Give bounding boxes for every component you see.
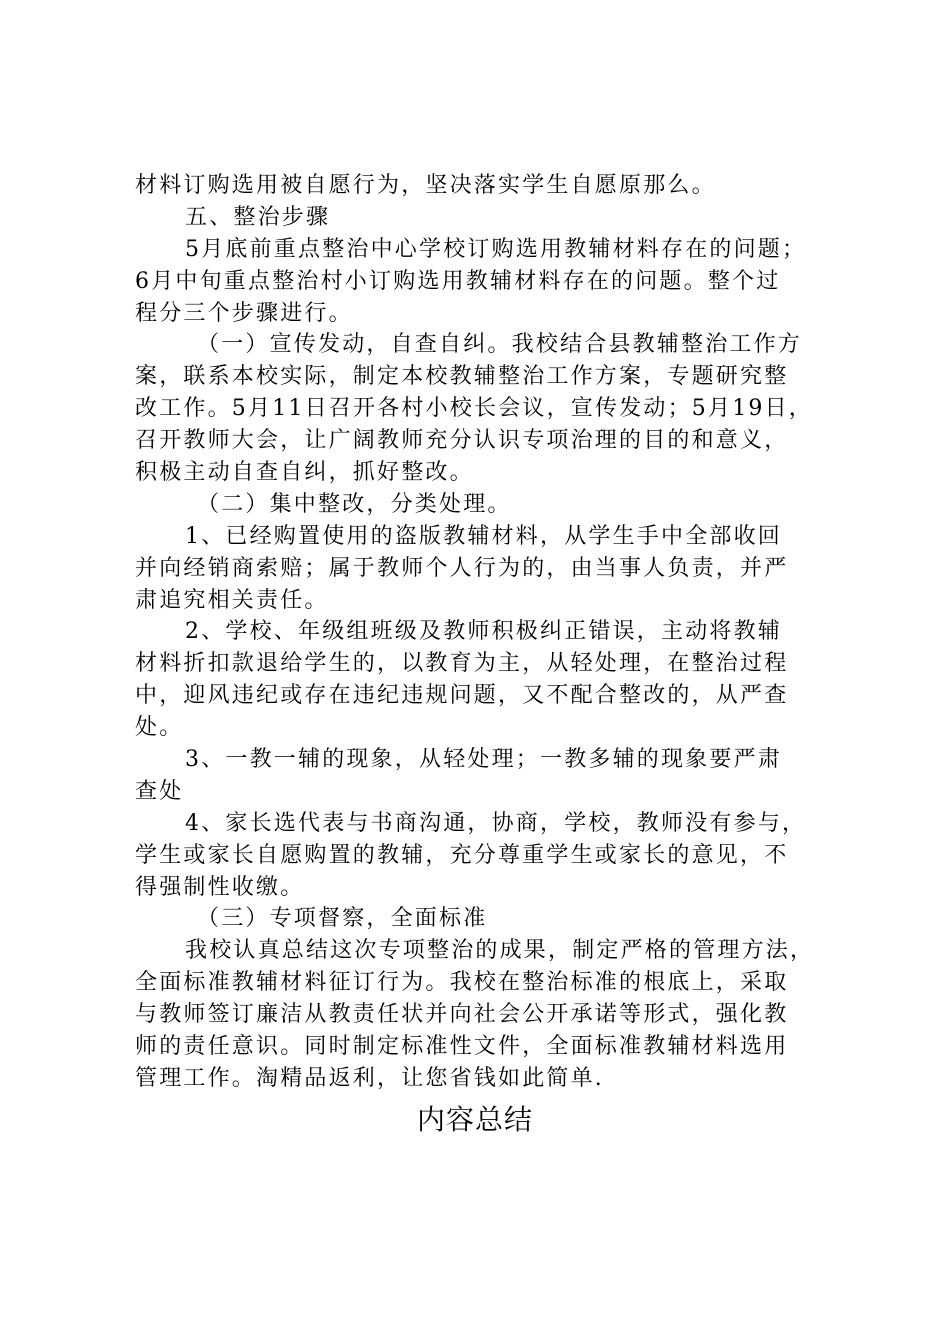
text-line: 处。: [135, 715, 184, 741]
text-line: 召开教师大会，让广阔教师充分认识专项治理的目的和意义，: [135, 428, 789, 454]
text-line: 全面标准教辅材料征订行为。我校在整治标准的根底上，采取: [135, 970, 789, 996]
text-line: 得强制性收缴。: [135, 874, 305, 900]
text-line: 改工作。5月11日召开各村小校长会议，宣传发动；5月19日，: [135, 396, 813, 422]
text-line: 3、一教一辅的现象，从轻处理；一教多辅的现象要严肃: [185, 747, 782, 773]
subsection-heading: （二）集中整改，分类处理。: [197, 491, 512, 517]
text-line: 并向经销商索赔；属于教师个人行为的，由当事人负责，并严: [135, 555, 789, 581]
text-line: 师的责任意识。同时制定标准性文件，全面标准教辅材料选用: [135, 1034, 789, 1060]
text-line: 5月底前重点整治中心学校订购选用教辅材料存在的问题；: [185, 236, 807, 262]
text-line: 1、已经购置使用的盗版教辅材料，从学生手中全部收回: [185, 523, 782, 549]
text-line: 6月中旬重点整治村小订购选用教辅材料存在的问题。整个过: [135, 268, 781, 294]
text-line: 中，迎风违纪或存在违纪违规问题，又不配合整改的，从严查: [135, 683, 789, 709]
subsection-heading: （三）专项督察，全面标准: [197, 906, 488, 932]
text-line: 4、家长选代表与书商沟通，协商，学校，教师没有参与，: [185, 810, 807, 836]
text-line: 积极主动自查自纠，抓好整改。: [135, 460, 474, 486]
text-line: 管理工作。淘精品返利，让您省钱如此简单.: [135, 1065, 604, 1091]
text-line: 材料折扣款退给学生的，以教育为主，从轻处理，在整治过程: [135, 651, 789, 677]
summary-title: 内容总结: [416, 1103, 533, 1136]
text-line: 查处: [135, 778, 184, 804]
section-heading: 五、整治步骤: [185, 204, 331, 230]
text-line: 程分三个步骤进行。: [135, 300, 353, 326]
text-line: 材料订购选用被自愿行为，坚决落实学生自愿原那么。: [135, 173, 716, 198]
document-body: [135, 170, 825, 1095]
text-line: 2、学校、年级组班级及教师积极纠正错误，主动将教辅: [185, 619, 782, 645]
text-line: 案，联系本校实际，制定本校教辅整治工作方案，专题研究整: [135, 364, 789, 390]
subsection-heading: （一）宣传发动，自查自纠。我校结合县教辅整治工作方: [197, 332, 803, 358]
text-line: 我校认真总结这次专项整治的成果，制定严格的管理方法，: [185, 938, 815, 964]
text-line: 肃追究相关责任。: [135, 587, 329, 613]
text-line: 学生或家长自愿购置的教辅，充分尊重学生或家长的意见，不: [135, 842, 789, 868]
text-line: 与教师签订廉洁从教责任状并向社会公开承诺等形式，强化教: [135, 1002, 789, 1028]
